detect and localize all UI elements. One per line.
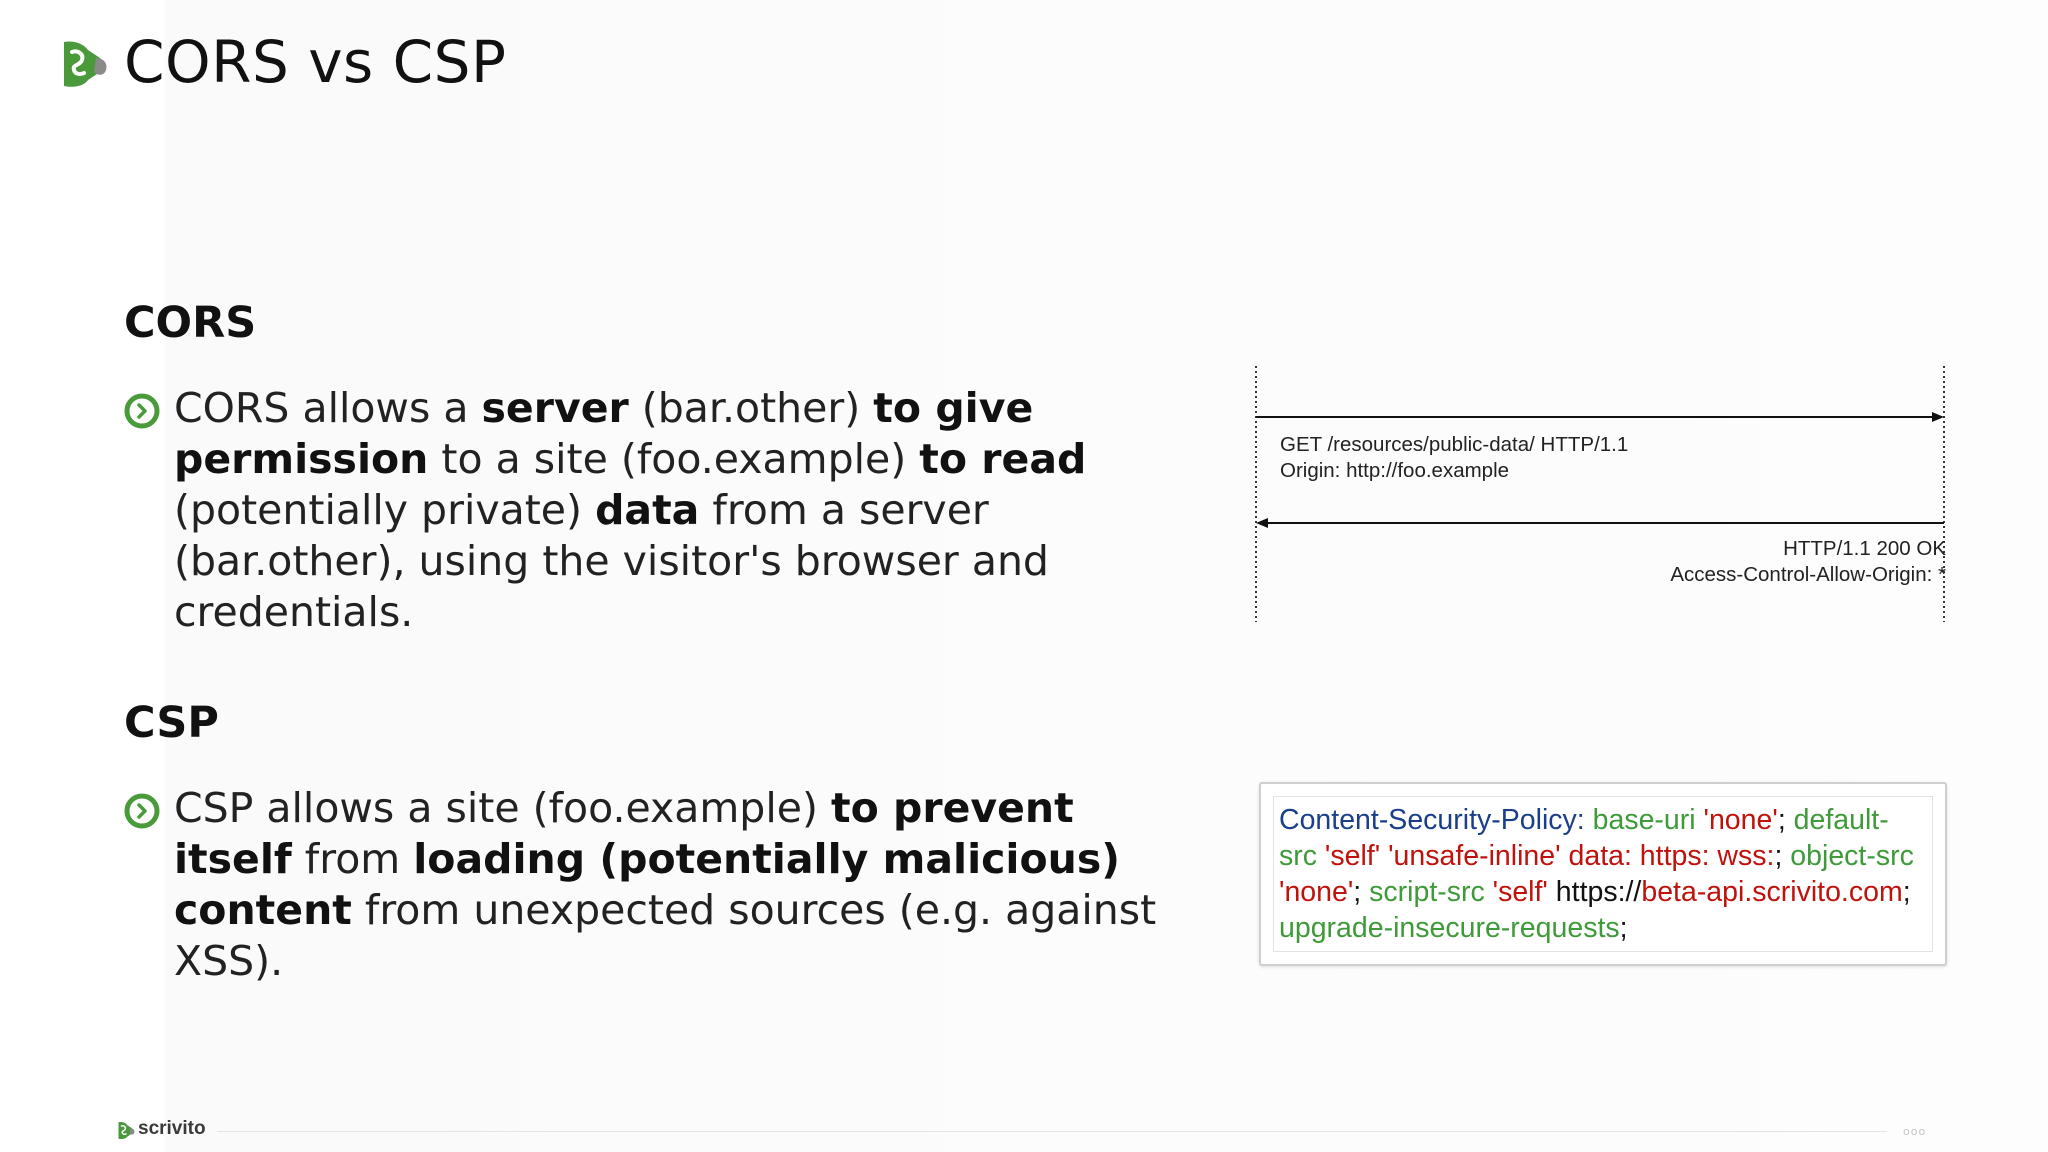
csp-token [1485, 876, 1493, 908]
csp-token [1585, 804, 1593, 836]
csp-token: ; [1619, 912, 1628, 944]
csp-header-example [1259, 782, 1947, 966]
cors-text-bold: to give permission [174, 384, 1034, 483]
csp-token [1548, 876, 1556, 908]
request-line: GET /resources/public-data/ HTTP/1.1 [1280, 433, 1629, 456]
csp-directive: upgrade-insecure-requests [1279, 912, 1620, 944]
csp-text-part: from unexpected sources (e.g. against XSS). [174, 886, 1157, 985]
cors-bullet [124, 383, 1144, 643]
cors-text-bold: data [595, 486, 700, 534]
response-text [1670, 536, 1946, 588]
footer-brand: scrivito [138, 1118, 206, 1139]
scrivito-leaf-icon [60, 38, 108, 90]
csp-url-host: beta-api.scrivito.com [1641, 876, 1903, 908]
chevron-circle-icon [124, 793, 160, 829]
cors-sequence-diagram [1250, 364, 1960, 624]
csp-text-part: CSP allows a site (foo.example) [174, 784, 831, 832]
cors-text-bold: to read [919, 435, 1087, 483]
csp-directive: object-src [1790, 840, 1914, 872]
cors-text-bold: server [481, 384, 629, 432]
scrivito-leaf-icon [117, 1120, 135, 1141]
request-text [1280, 432, 1628, 484]
csp-directive: script-src [1369, 876, 1485, 908]
csp-value: 'self' [1324, 840, 1381, 872]
slide-title: CORS vs CSP [124, 28, 507, 96]
csp-value: 'self' [1492, 876, 1548, 908]
csp-token: ; [1777, 804, 1794, 836]
csp-token: ; [1353, 876, 1370, 908]
csp-text-bold: to prevent itself [174, 784, 1074, 883]
response-status: HTTP/1.1 200 OK [1783, 537, 1946, 560]
csp-code [1279, 802, 1924, 946]
csp-value: data: https: wss: [1568, 840, 1775, 872]
cors-text-part: (potentially private) [174, 486, 596, 534]
csp-token [1561, 840, 1569, 872]
csp-token [1696, 804, 1704, 836]
csp-code-frame [1273, 796, 1933, 952]
csp-directive: base-uri [1592, 804, 1696, 836]
cors-text-part: CORS allows a [174, 384, 482, 432]
cors-text-part: from a server (bar.other), using the visitor's browser and credentials. [174, 486, 1049, 636]
cors-heading: CORS [124, 298, 257, 348]
cors-text-part: (bar.other) [628, 384, 874, 432]
chevron-circle-icon [124, 393, 160, 429]
csp-value: 'unsafe-inline' [1388, 840, 1561, 872]
csp-bullet [124, 783, 1157, 985]
csp-value: 'none' [1703, 804, 1778, 836]
request-origin: Origin: http://foo.example [1280, 459, 1510, 482]
footer-page-dots: ooo [1903, 1125, 1927, 1138]
csp-text-bold: loading (potentially malicious) content [174, 835, 1120, 934]
csp-token [1380, 840, 1388, 872]
csp-token: ; [1902, 876, 1911, 908]
cors-bullet-text [174, 383, 1134, 638]
csp-value: 'none' [1279, 876, 1354, 908]
csp-token: ; [1774, 840, 1791, 872]
csp-heading: CSP [124, 698, 219, 748]
csp-url-scheme: https:// [1555, 876, 1642, 908]
csp-directive: default-src [1279, 804, 1889, 872]
csp-bullet-text [174, 783, 1164, 987]
response-header: Access-Control-Allow-Origin: * [1670, 563, 1946, 586]
csp-key: Content-Security-Policy: [1279, 804, 1585, 836]
cors-text-part: to a site (foo.example) [428, 435, 920, 483]
csp-token [1317, 840, 1325, 872]
footer-divider [217, 1131, 1887, 1132]
csp-text-part: from [291, 835, 414, 883]
